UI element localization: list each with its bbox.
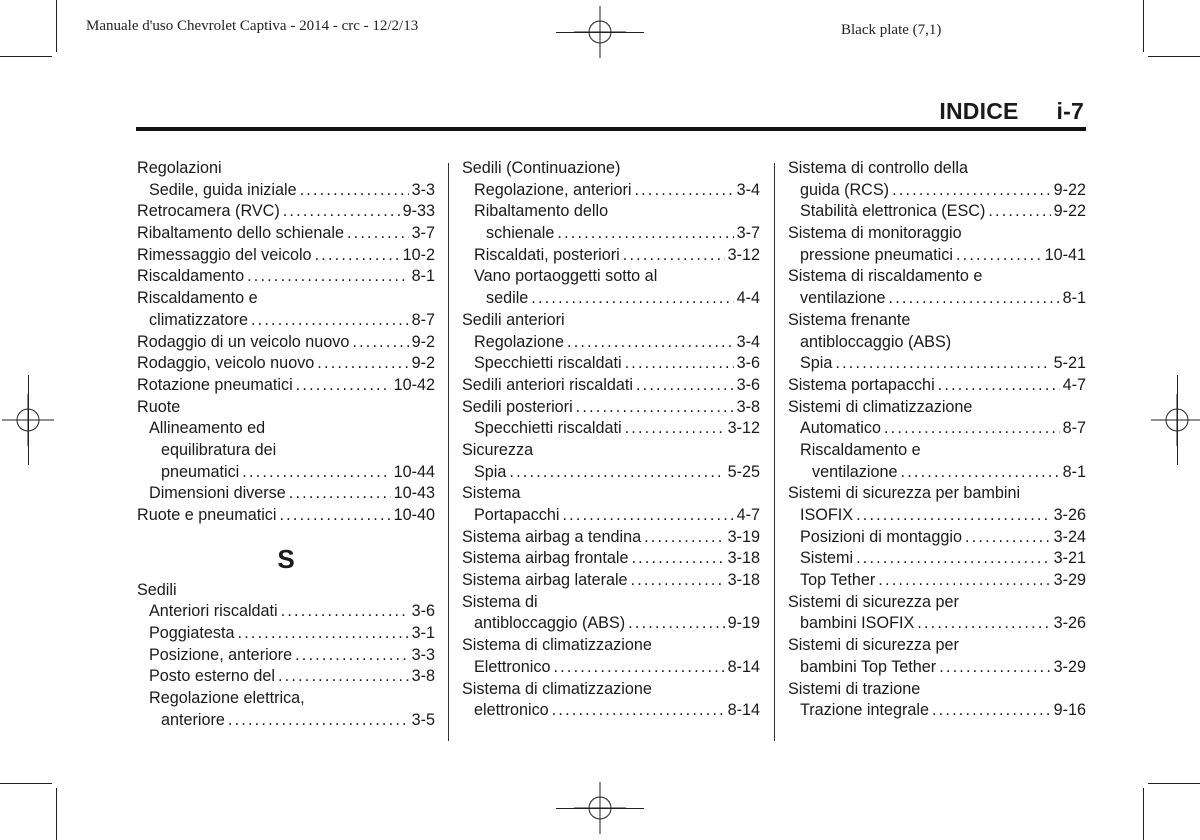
index-entry <box>137 483 435 505</box>
index-entry-page: 9-2 <box>411 332 435 351</box>
index-entry-page: 3-26 <box>1053 614 1086 633</box>
index-entry-page: 3-21 <box>1053 549 1086 568</box>
index-entry-text: Spia <box>474 462 507 481</box>
index-entry-page: 8-1 <box>411 267 435 286</box>
index-entry <box>137 688 435 710</box>
crop-mark <box>1148 56 1200 57</box>
index-entry-text: Ruote e pneumatici <box>137 506 277 524</box>
index-entry <box>137 375 435 397</box>
index-entry-page: 3-6 <box>736 375 760 394</box>
index-entry-page: 3-6 <box>736 354 760 373</box>
index-entry <box>137 601 435 623</box>
index-entry-text: Rodaggio, veicolo nuovo <box>137 354 315 373</box>
index-entry-page: 9-2 <box>411 354 435 373</box>
index-entry-text: elettronico <box>474 701 549 720</box>
dot-leader <box>956 245 1042 267</box>
registration-mark-right <box>1147 390 1200 450</box>
crop-mark <box>1143 0 1144 52</box>
index-entry-text: Sistemi di climatizzazione <box>788 397 973 416</box>
index-entry-text: Sistemi di sicurezza per <box>788 592 959 611</box>
dot-leader <box>576 397 734 419</box>
index-entry <box>137 266 435 288</box>
index-entry-text: Sistema <box>462 484 521 503</box>
index-entry-text: Rimessaggio del veicolo <box>137 245 312 264</box>
index-entry <box>788 397 1086 419</box>
index-entry <box>462 440 760 462</box>
index-entry-text: Sistema airbag a tendina <box>462 527 642 546</box>
index-entry-page: 10-43 <box>393 484 435 503</box>
index-entry-text: pneumatici <box>161 462 240 481</box>
index-entry-text: guida (RCS) <box>800 180 890 199</box>
index-entry-page: 8-1 <box>1062 462 1086 481</box>
index-entry <box>788 483 1086 505</box>
index-entry-text: Sistema airbag laterale <box>462 571 628 590</box>
index-entry-text: Riscaldamento <box>137 267 245 286</box>
index-entry <box>788 527 1086 549</box>
index-entry-text: schienale <box>486 224 555 243</box>
dot-leader <box>636 375 734 397</box>
index-entry-page: 10-41 <box>1044 245 1086 264</box>
index-entry-page: 5-25 <box>727 462 760 481</box>
dot-leader <box>296 375 391 397</box>
index-entry-text: Elettronico <box>474 657 551 676</box>
index-entry <box>462 548 760 570</box>
index-entry-text: Sistema frenante <box>788 310 911 329</box>
index-entry-text: sedile <box>486 289 529 308</box>
index-entry-page: 10-42 <box>393 375 435 394</box>
index-entry <box>137 180 435 202</box>
index-entry <box>788 158 1086 180</box>
index-entry <box>462 613 760 635</box>
index-entry-text: Vano portaoggetti sotto al <box>474 267 658 286</box>
index-entry-text: Anteriori riscaldati <box>149 602 278 621</box>
index-entry-text: Posto esterno del <box>149 667 275 686</box>
index-entry <box>462 679 760 701</box>
index-entry-text: Regolazione elettrica, <box>149 689 305 708</box>
dot-leader <box>352 332 408 354</box>
index-entry-page: 3-8 <box>736 397 760 416</box>
index-entry-page: 3-7 <box>411 224 435 243</box>
index-entry-page: 3-5 <box>411 710 435 729</box>
index-entry-text: anteriore <box>161 710 225 729</box>
index-entry <box>137 462 435 484</box>
index-entry-text: Sedile, guida iniziale <box>149 180 297 199</box>
index-entry <box>462 397 760 419</box>
index-entry-page: 3-4 <box>736 180 760 199</box>
index-entry <box>137 310 435 332</box>
dot-leader <box>278 666 409 688</box>
index-entry-page: 3-26 <box>1053 506 1086 524</box>
dot-leader <box>625 418 725 440</box>
index-entry-text: Sistemi di sicurezza per bambini <box>788 484 1021 503</box>
index-entry <box>462 201 760 223</box>
dot-leader <box>901 462 1060 484</box>
index-entry-text: Spia <box>800 354 833 373</box>
index-entry <box>788 505 1086 527</box>
index-entry <box>137 223 435 245</box>
dot-leader <box>251 310 409 332</box>
index-entry-text: Posizioni di montaggio <box>800 527 962 546</box>
index-entry <box>137 505 435 527</box>
index-entry-text: Trazione integrale <box>800 701 929 720</box>
crop-mark <box>56 788 57 840</box>
index-entry <box>462 462 760 484</box>
index-entry-page: 9-16 <box>1053 701 1086 720</box>
dot-leader <box>631 548 724 570</box>
print-slug-left: Manuale d'uso Chevrolet Captiva - 2014 - crc - 12/2/13 <box>86 18 419 34</box>
index-entry-text: Ribaltamento dello schienale <box>137 224 344 243</box>
index-entry <box>137 397 435 419</box>
print-slug-right: Black plate (7,1) <box>841 22 942 38</box>
index-entry <box>462 505 760 527</box>
index-entry-text: bambini Top Tether <box>800 657 937 676</box>
index-entry-text: Sedili anteriori riscaldati <box>462 375 633 394</box>
index-entry-page: 3-12 <box>727 245 760 264</box>
index-entry <box>137 623 435 645</box>
index-entry <box>137 288 435 310</box>
index-entry-text: ventilazione <box>800 289 886 308</box>
index-entry-text: Dimensioni diverse <box>149 484 286 503</box>
index-entry-page: 3-3 <box>411 180 435 199</box>
index-entry <box>788 223 1086 245</box>
index-entry <box>137 440 435 462</box>
index-entry <box>462 592 760 614</box>
index-entry-page: 3-3 <box>411 645 435 664</box>
index-entry-text: bambini ISOFIX <box>800 614 915 633</box>
index-entry <box>788 570 1086 592</box>
dot-leader <box>509 462 724 484</box>
column-divider <box>448 163 449 741</box>
dot-leader <box>917 613 1050 635</box>
index-entry-text: Sistemi di sicurezza per <box>788 636 959 655</box>
dot-leader <box>557 223 733 245</box>
index-entry-text: Portapacchi <box>474 506 560 524</box>
index-entry-text: Sistema portapacchi <box>788 375 935 394</box>
index-entry-page: 8-7 <box>1062 419 1086 438</box>
index-entry-text: Posizione, anteriore <box>149 645 293 664</box>
index-entry-page: 3-19 <box>727 527 760 546</box>
dot-leader <box>531 288 733 310</box>
index-entry-text: Allineamento ed <box>149 419 266 438</box>
crop-mark <box>0 783 52 784</box>
index-entry-text: Sedili <box>137 580 177 599</box>
index-entry-page: 4-7 <box>1062 375 1086 394</box>
index-entry <box>462 180 760 202</box>
dot-leader <box>317 353 408 375</box>
index-entry <box>137 332 435 354</box>
index-entry <box>788 245 1086 267</box>
index-entry <box>462 657 760 679</box>
index-entry-page: 3-8 <box>411 667 435 686</box>
index-entry-text: Regolazione <box>474 332 564 351</box>
dot-leader <box>939 657 1050 679</box>
dot-leader <box>279 505 390 527</box>
index-entry-text: Sedili (Continuazione) <box>462 159 621 177</box>
index-entry <box>137 418 435 440</box>
index-entry <box>462 288 760 310</box>
dot-leader <box>281 601 409 623</box>
registration-mark-top <box>570 2 630 62</box>
index-entry-page: 3-29 <box>1053 571 1086 590</box>
registration-mark-left <box>0 390 58 450</box>
index-entry <box>788 418 1086 440</box>
index-entry-text: Retrocamera (RVC) <box>137 202 280 221</box>
index-entry-page: 3-18 <box>727 571 760 590</box>
index-entry-text: Poggiatesta <box>149 624 235 643</box>
index-entry <box>462 158 760 180</box>
index-entry <box>137 645 435 667</box>
index-entry-page: 4-7 <box>736 506 760 524</box>
dot-leader <box>856 548 1051 570</box>
dot-leader <box>634 180 733 202</box>
dot-leader <box>300 180 409 202</box>
index-entry-text: Riscaldamento e <box>137 289 258 308</box>
index-entry-text: Sedili posteriori <box>462 397 573 416</box>
index-entry-text: antibloccaggio (ABS) <box>800 332 952 351</box>
index-entry <box>462 375 760 397</box>
dot-leader <box>295 645 409 667</box>
index-entry-text: Riscaldamento e <box>800 440 921 459</box>
index-entry <box>462 353 760 375</box>
dot-leader <box>562 505 733 527</box>
header-rule <box>136 127 1086 131</box>
column-divider <box>774 163 775 741</box>
index-column-2 <box>462 158 760 722</box>
index-entry-page: 9-22 <box>1053 180 1086 199</box>
index-entry-text: Sistema di monitoraggio <box>788 224 962 243</box>
dot-leader <box>283 201 400 223</box>
dot-leader <box>238 623 409 645</box>
index-entry <box>788 180 1086 202</box>
index-entry <box>137 353 435 375</box>
index-entry-page: 3-6 <box>411 602 435 621</box>
dot-leader <box>892 180 1051 202</box>
page-title: INDICE <box>939 98 1019 124</box>
index-entry-page: 9-33 <box>402 202 435 221</box>
index-entry <box>788 635 1086 657</box>
index-entry <box>462 570 760 592</box>
index-entry-text: Ruote <box>137 397 181 416</box>
dot-leader <box>347 223 409 245</box>
index-entry <box>788 592 1086 614</box>
dot-leader <box>889 288 1060 310</box>
dot-leader <box>625 353 734 375</box>
index-entry-text: Sistema airbag frontale <box>462 549 629 568</box>
index-entry-page: 5-21 <box>1053 354 1086 373</box>
index-entry <box>462 223 760 245</box>
index-entry-text: Sistema di climatizzazione <box>462 679 652 698</box>
index-entry <box>788 440 1086 462</box>
dot-leader <box>289 483 391 505</box>
index-entry-page: 3-24 <box>1053 527 1086 546</box>
index-entry-text: Sistema di <box>462 592 538 611</box>
dot-leader <box>884 418 1060 440</box>
dot-leader <box>835 353 1050 375</box>
index-entry-text: Sicurezza <box>462 440 534 459</box>
index-entry <box>788 332 1086 354</box>
index-entry-page: 3-1 <box>411 624 435 643</box>
index-entry <box>788 548 1086 570</box>
index-entry <box>788 288 1086 310</box>
index-entry <box>462 635 760 657</box>
index-entry-page: 4-4 <box>736 289 760 308</box>
index-entry-text: Riscaldati, posteriori <box>474 245 620 264</box>
index-entry-page: 3-12 <box>727 419 760 438</box>
dot-leader <box>552 700 725 722</box>
index-entry-text: Specchietti riscaldati <box>474 354 622 373</box>
index-entry-text: Sistema di controllo della <box>788 159 968 177</box>
index-entry <box>462 700 760 722</box>
index-entry-text: pressione pneumatici <box>800 245 953 264</box>
index-column-1 <box>137 158 435 732</box>
index-entry <box>462 245 760 267</box>
dot-leader <box>242 462 390 484</box>
index-entry-text: ventilazione <box>812 462 898 481</box>
index-entry-text: Sistema di climatizzazione <box>462 636 652 655</box>
index-entry <box>788 657 1086 679</box>
index-entry <box>137 580 435 602</box>
crop-mark <box>56 0 57 52</box>
index-entry <box>788 700 1086 722</box>
index-entry-text: climatizzatore <box>149 310 248 329</box>
index-entry-text: Stabilità elettronica (ESC) <box>800 202 986 221</box>
index-entry-page: 3-18 <box>727 549 760 568</box>
index-entry <box>137 710 435 732</box>
index-entry <box>788 613 1086 635</box>
index-column-3 <box>788 158 1086 722</box>
dot-leader <box>247 266 409 288</box>
index-entry-page: 8-7 <box>411 310 435 329</box>
index-entry-text: Top Tether <box>800 571 876 590</box>
index-entry-text: equilibratura dei <box>161 440 277 459</box>
index-entry <box>788 462 1086 484</box>
index-entry-page: 9-19 <box>727 614 760 633</box>
crop-mark <box>0 56 52 57</box>
page-number: i-7 <box>1056 98 1084 124</box>
index-entry <box>137 158 435 180</box>
index-entry-page: 3-4 <box>736 332 760 351</box>
index-entry <box>137 666 435 688</box>
index-entry-page: 9-22 <box>1053 202 1086 221</box>
index-entry <box>462 418 760 440</box>
index-entry <box>137 245 435 267</box>
index-entry-text: Regolazioni <box>137 159 222 177</box>
dot-leader <box>856 505 1051 527</box>
index-entry-page: 8-1 <box>1062 289 1086 308</box>
crop-mark <box>1143 788 1144 840</box>
dot-leader <box>988 201 1050 223</box>
dot-leader <box>878 570 1050 592</box>
index-entry-text: Automatico <box>800 419 881 438</box>
index-entry-text: Regolazione, anteriori <box>474 180 632 199</box>
index-entry <box>462 266 760 288</box>
dot-leader <box>228 710 409 732</box>
index-entry <box>788 266 1086 288</box>
registration-mark-bottom <box>570 778 630 838</box>
dot-leader <box>631 570 725 592</box>
index-entry-page: 3-7 <box>736 224 760 243</box>
dot-leader <box>315 245 400 267</box>
index-entry-page: 10-44 <box>393 462 435 481</box>
dot-leader <box>965 527 1051 549</box>
index-entry <box>788 375 1086 397</box>
index-entry-page: 3-29 <box>1053 657 1086 676</box>
crop-mark <box>1148 783 1200 784</box>
index-entry <box>788 679 1086 701</box>
index-entry <box>462 527 760 549</box>
index-entry <box>788 201 1086 223</box>
index-entry <box>462 483 760 505</box>
index-entry <box>462 310 760 332</box>
index-section-letter: S <box>277 543 295 574</box>
index-entry-text: Specchietti riscaldati <box>474 419 622 438</box>
index-entry-text: Sistema di riscaldamento e <box>788 267 983 286</box>
index-entry-text: Rodaggio di un veicolo nuovo <box>137 332 350 351</box>
dot-leader <box>938 375 1060 397</box>
index-entry-text: antibloccaggio (ABS) <box>474 614 626 633</box>
index-entry-text: Sistemi di trazione <box>788 679 921 698</box>
index-entry-text: ISOFIX <box>800 506 854 524</box>
index-entry <box>462 332 760 354</box>
dot-leader <box>553 657 724 679</box>
index-entry-page: 8-14 <box>727 657 760 676</box>
index-entry <box>788 310 1086 332</box>
dot-leader <box>628 613 724 635</box>
index-entry <box>137 201 435 223</box>
page-header <box>939 98 1084 125</box>
dot-leader <box>567 332 734 354</box>
index-entry-text: Sedili anteriori <box>462 310 565 329</box>
index-entry-text: Sistemi <box>800 549 854 568</box>
index-entry-text: Ribaltamento dello <box>474 202 609 221</box>
dot-leader <box>623 245 725 267</box>
dot-leader <box>644 527 725 549</box>
dot-leader <box>932 700 1051 722</box>
index-entry <box>788 353 1086 375</box>
index-entry-page: 10-2 <box>402 245 435 264</box>
index-entry-page: 8-14 <box>727 701 760 720</box>
index-entry-text: Rotazione pneumatici <box>137 375 293 394</box>
index-entry-page: 10-40 <box>393 506 435 524</box>
